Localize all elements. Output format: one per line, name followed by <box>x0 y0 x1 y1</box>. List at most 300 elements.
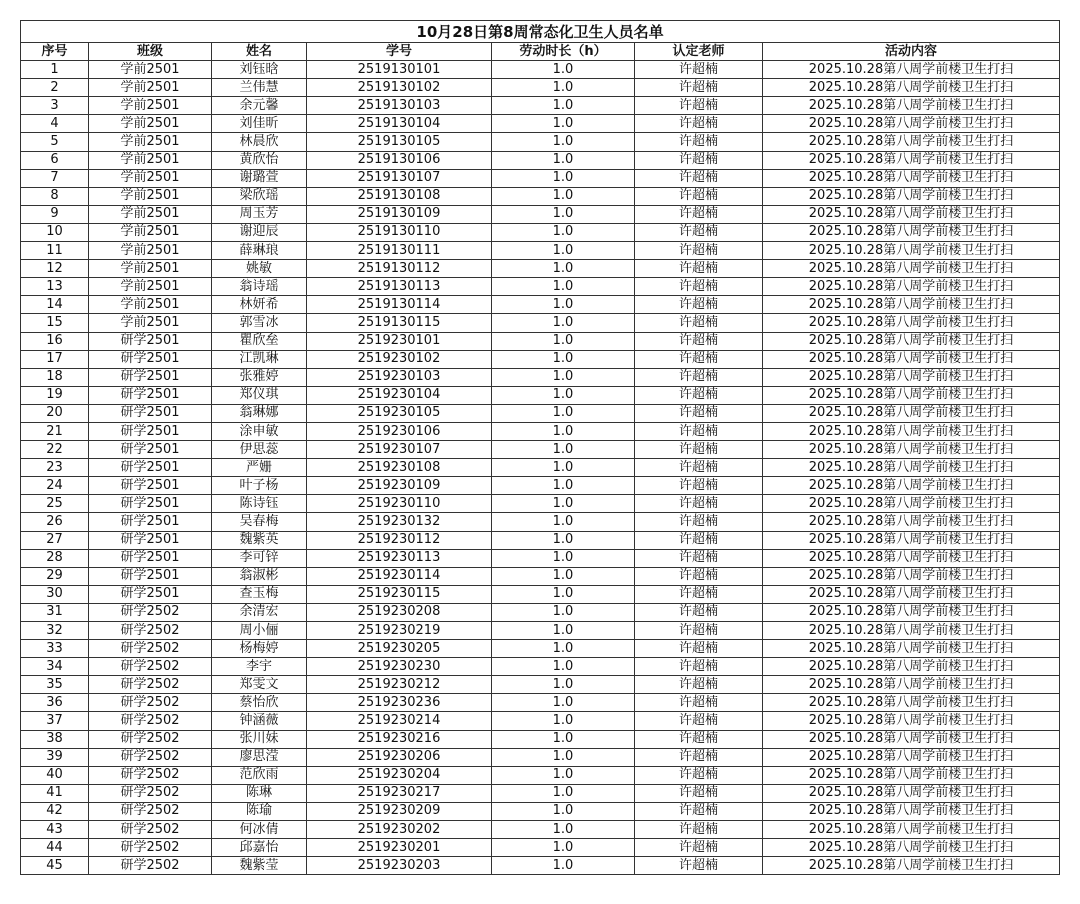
cell-seq: 35 <box>21 676 89 694</box>
cell-name: 张雅婷 <box>212 368 307 386</box>
cell-teacher: 许超楠 <box>635 350 763 368</box>
cell-student-id: 2519130109 <box>307 205 492 223</box>
cell-class: 学前2501 <box>89 260 212 278</box>
table-row <box>21 79 1060 97</box>
cell-student-id: 2519230214 <box>307 712 492 730</box>
cell-name: 薛琳琅 <box>212 242 307 260</box>
cell-hours: 1.0 <box>492 422 635 440</box>
cell-hours: 1.0 <box>492 857 635 875</box>
cell-seq: 21 <box>21 422 89 440</box>
cell-name: 严姗 <box>212 459 307 477</box>
cell-teacher: 许超楠 <box>635 531 763 549</box>
cell-name: 魏紫莹 <box>212 857 307 875</box>
cell-name: 林晨欣 <box>212 133 307 151</box>
header-activity: 活动内容 <box>763 43 1060 61</box>
cell-name: 李可锌 <box>212 549 307 567</box>
cell-student-id: 2519130107 <box>307 169 492 187</box>
cell-name: 李宇 <box>212 658 307 676</box>
cell-class: 研学2502 <box>89 730 212 748</box>
cell-class: 研学2502 <box>89 802 212 820</box>
cell-class: 研学2502 <box>89 603 212 621</box>
cell-activity: 2025.10.28第八周学前楼卫生打扫 <box>763 549 1060 567</box>
cell-name: 姚敏 <box>212 260 307 278</box>
cell-student-id: 2519230102 <box>307 350 492 368</box>
cell-activity: 2025.10.28第八周学前楼卫生打扫 <box>763 79 1060 97</box>
cell-name: 刘钰晗 <box>212 61 307 79</box>
table-row <box>21 97 1060 115</box>
cell-name: 周玉芳 <box>212 205 307 223</box>
cell-seq: 25 <box>21 495 89 513</box>
cell-hours: 1.0 <box>492 79 635 97</box>
cell-student-id: 2519230113 <box>307 549 492 567</box>
cell-hours: 1.0 <box>492 205 635 223</box>
roster-table <box>20 20 1060 875</box>
cell-name: 张川妹 <box>212 730 307 748</box>
cell-teacher: 许超楠 <box>635 205 763 223</box>
cell-activity: 2025.10.28第八周学前楼卫生打扫 <box>763 278 1060 296</box>
cell-seq: 11 <box>21 242 89 260</box>
cell-teacher: 许超楠 <box>635 694 763 712</box>
cell-teacher: 许超楠 <box>635 133 763 151</box>
cell-activity: 2025.10.28第八周学前楼卫生打扫 <box>763 821 1060 839</box>
cell-seq: 24 <box>21 477 89 495</box>
cell-activity: 2025.10.28第八周学前楼卫生打扫 <box>763 441 1060 459</box>
cell-class: 学前2501 <box>89 314 212 332</box>
cell-student-id: 2519230205 <box>307 640 492 658</box>
cell-seq: 45 <box>21 857 89 875</box>
table-row <box>21 766 1060 784</box>
cell-class: 学前2501 <box>89 223 212 241</box>
cell-hours: 1.0 <box>492 242 635 260</box>
table-row <box>21 802 1060 820</box>
cell-seq: 28 <box>21 549 89 567</box>
cell-activity: 2025.10.28第八周学前楼卫生打扫 <box>763 187 1060 205</box>
cell-student-id: 2519230217 <box>307 784 492 802</box>
cell-name: 谢迎辰 <box>212 223 307 241</box>
table-row <box>21 658 1060 676</box>
cell-teacher: 许超楠 <box>635 223 763 241</box>
cell-class: 学前2501 <box>89 278 212 296</box>
header-student-id: 学号 <box>307 43 492 61</box>
table-row <box>21 748 1060 766</box>
cell-class: 研学2502 <box>89 857 212 875</box>
cell-student-id: 2519230216 <box>307 730 492 748</box>
cell-seq: 10 <box>21 223 89 241</box>
cell-student-id: 2519130115 <box>307 314 492 332</box>
header-class: 班级 <box>89 43 212 61</box>
cell-class: 学前2501 <box>89 61 212 79</box>
cell-seq: 19 <box>21 386 89 404</box>
cell-student-id: 2519130105 <box>307 133 492 151</box>
cell-name: 魏紫英 <box>212 531 307 549</box>
cell-teacher: 许超楠 <box>635 260 763 278</box>
cell-student-id: 2519230108 <box>307 459 492 477</box>
cell-hours: 1.0 <box>492 748 635 766</box>
cell-hours: 1.0 <box>492 784 635 802</box>
cell-activity: 2025.10.28第八周学前楼卫生打扫 <box>763 260 1060 278</box>
header-row <box>21 43 1060 61</box>
cell-student-id: 2519230208 <box>307 603 492 621</box>
cell-student-id: 2519230103 <box>307 368 492 386</box>
cell-teacher: 许超楠 <box>635 622 763 640</box>
cell-class: 学前2501 <box>89 205 212 223</box>
table-row <box>21 857 1060 875</box>
table-row <box>21 712 1060 730</box>
table-row <box>21 784 1060 802</box>
cell-student-id: 2519130108 <box>307 187 492 205</box>
cell-teacher: 许超楠 <box>635 802 763 820</box>
cell-student-id: 2519130113 <box>307 278 492 296</box>
cell-seq: 8 <box>21 187 89 205</box>
cell-class: 研学2501 <box>89 477 212 495</box>
cell-activity: 2025.10.28第八周学前楼卫生打扫 <box>763 350 1060 368</box>
table-row <box>21 151 1060 169</box>
table-row <box>21 513 1060 531</box>
cell-class: 研学2501 <box>89 332 212 350</box>
cell-activity: 2025.10.28第八周学前楼卫生打扫 <box>763 115 1060 133</box>
cell-name: 查玉梅 <box>212 585 307 603</box>
cell-name: 叶子杨 <box>212 477 307 495</box>
cell-activity: 2025.10.28第八周学前楼卫生打扫 <box>763 857 1060 875</box>
cell-seq: 6 <box>21 151 89 169</box>
cell-class: 学前2501 <box>89 296 212 314</box>
cell-teacher: 许超楠 <box>635 115 763 133</box>
cell-class: 研学2501 <box>89 513 212 531</box>
cell-student-id: 2519230203 <box>307 857 492 875</box>
cell-seq: 31 <box>21 603 89 621</box>
cell-teacher: 许超楠 <box>635 640 763 658</box>
cell-name: 陈瑜 <box>212 802 307 820</box>
cell-activity: 2025.10.28第八周学前楼卫生打扫 <box>763 585 1060 603</box>
cell-name: 蔡怡欣 <box>212 694 307 712</box>
table-title: 10月28日第8周常态化卫生人员名单 <box>21 21 1060 43</box>
cell-activity: 2025.10.28第八周学前楼卫生打扫 <box>763 314 1060 332</box>
table-row <box>21 386 1060 404</box>
cell-class: 学前2501 <box>89 97 212 115</box>
cell-class: 研学2501 <box>89 386 212 404</box>
cell-student-id: 2519230206 <box>307 748 492 766</box>
cell-name: 翁淑彬 <box>212 567 307 585</box>
cell-teacher: 许超楠 <box>635 477 763 495</box>
table-row <box>21 676 1060 694</box>
cell-hours: 1.0 <box>492 730 635 748</box>
table-row <box>21 169 1060 187</box>
cell-student-id: 2519130101 <box>307 61 492 79</box>
cell-activity: 2025.10.28第八周学前楼卫生打扫 <box>763 658 1060 676</box>
table-row <box>21 115 1060 133</box>
cell-activity: 2025.10.28第八周学前楼卫生打扫 <box>763 567 1060 585</box>
cell-seq: 20 <box>21 404 89 422</box>
cell-teacher: 许超楠 <box>635 748 763 766</box>
cell-student-id: 2519130112 <box>307 260 492 278</box>
table-row <box>21 549 1060 567</box>
cell-hours: 1.0 <box>492 441 635 459</box>
cell-activity: 2025.10.28第八周学前楼卫生打扫 <box>763 477 1060 495</box>
cell-teacher: 许超楠 <box>635 766 763 784</box>
cell-hours: 1.0 <box>492 549 635 567</box>
cell-hours: 1.0 <box>492 296 635 314</box>
cell-teacher: 许超楠 <box>635 386 763 404</box>
cell-name: 郑仪琪 <box>212 386 307 404</box>
cell-class: 研学2502 <box>89 694 212 712</box>
cell-student-id: 2519130106 <box>307 151 492 169</box>
cell-hours: 1.0 <box>492 694 635 712</box>
cell-hours: 1.0 <box>492 603 635 621</box>
table-row <box>21 278 1060 296</box>
cell-class: 研学2502 <box>89 658 212 676</box>
cell-class: 研学2502 <box>89 784 212 802</box>
cell-class: 研学2502 <box>89 839 212 857</box>
cell-hours: 1.0 <box>492 658 635 676</box>
cell-activity: 2025.10.28第八周学前楼卫生打扫 <box>763 422 1060 440</box>
cell-hours: 1.0 <box>492 821 635 839</box>
header-seq: 序号 <box>21 43 89 61</box>
cell-student-id: 2519230201 <box>307 839 492 857</box>
cell-name: 陈琳 <box>212 784 307 802</box>
cell-hours: 1.0 <box>492 151 635 169</box>
cell-class: 研学2502 <box>89 676 212 694</box>
title-row <box>21 21 1060 43</box>
cell-seq: 43 <box>21 821 89 839</box>
cell-hours: 1.0 <box>492 495 635 513</box>
table-row <box>21 368 1060 386</box>
cell-student-id: 2519230107 <box>307 441 492 459</box>
cell-class: 学前2501 <box>89 169 212 187</box>
cell-name: 黄欣怡 <box>212 151 307 169</box>
cell-seq: 36 <box>21 694 89 712</box>
cell-seq: 4 <box>21 115 89 133</box>
cell-activity: 2025.10.28第八周学前楼卫生打扫 <box>763 839 1060 857</box>
cell-student-id: 2519230230 <box>307 658 492 676</box>
cell-hours: 1.0 <box>492 676 635 694</box>
cell-class: 研学2501 <box>89 531 212 549</box>
cell-activity: 2025.10.28第八周学前楼卫生打扫 <box>763 622 1060 640</box>
table-row <box>21 296 1060 314</box>
cell-activity: 2025.10.28第八周学前楼卫生打扫 <box>763 61 1060 79</box>
cell-hours: 1.0 <box>492 404 635 422</box>
cell-hours: 1.0 <box>492 169 635 187</box>
cell-activity: 2025.10.28第八周学前楼卫生打扫 <box>763 603 1060 621</box>
table-row <box>21 622 1060 640</box>
cell-name: 郭雪冰 <box>212 314 307 332</box>
table-row <box>21 640 1060 658</box>
cell-seq: 32 <box>21 622 89 640</box>
cell-name: 余元馨 <box>212 97 307 115</box>
cell-teacher: 许超楠 <box>635 404 763 422</box>
cell-teacher: 许超楠 <box>635 314 763 332</box>
cell-teacher: 许超楠 <box>635 332 763 350</box>
table-row <box>21 730 1060 748</box>
cell-seq: 23 <box>21 459 89 477</box>
cell-student-id: 2519230219 <box>307 622 492 640</box>
cell-name: 梁欣瑶 <box>212 187 307 205</box>
cell-teacher: 许超楠 <box>635 513 763 531</box>
cell-hours: 1.0 <box>492 839 635 857</box>
cell-name: 涂申敏 <box>212 422 307 440</box>
cell-seq: 18 <box>21 368 89 386</box>
cell-activity: 2025.10.28第八周学前楼卫生打扫 <box>763 802 1060 820</box>
cell-hours: 1.0 <box>492 766 635 784</box>
cell-student-id: 2519230106 <box>307 422 492 440</box>
cell-class: 研学2501 <box>89 404 212 422</box>
cell-hours: 1.0 <box>492 223 635 241</box>
table-row <box>21 205 1060 223</box>
cell-hours: 1.0 <box>492 61 635 79</box>
cell-class: 学前2501 <box>89 151 212 169</box>
cell-teacher: 许超楠 <box>635 242 763 260</box>
cell-name: 江凯琳 <box>212 350 307 368</box>
cell-seq: 30 <box>21 585 89 603</box>
cell-hours: 1.0 <box>492 640 635 658</box>
cell-activity: 2025.10.28第八周学前楼卫生打扫 <box>763 223 1060 241</box>
table-row <box>21 694 1060 712</box>
cell-class: 学前2501 <box>89 115 212 133</box>
cell-seq: 17 <box>21 350 89 368</box>
cell-activity: 2025.10.28第八周学前楼卫生打扫 <box>763 296 1060 314</box>
cell-seq: 44 <box>21 839 89 857</box>
roster-sheet <box>20 20 1059 875</box>
cell-name: 邱嘉怡 <box>212 839 307 857</box>
cell-class: 研学2501 <box>89 368 212 386</box>
cell-hours: 1.0 <box>492 567 635 585</box>
cell-teacher: 许超楠 <box>635 567 763 585</box>
cell-seq: 15 <box>21 314 89 332</box>
cell-seq: 40 <box>21 766 89 784</box>
cell-name: 杨梅婷 <box>212 640 307 658</box>
cell-class: 研学2501 <box>89 441 212 459</box>
cell-student-id: 2519130103 <box>307 97 492 115</box>
table-row <box>21 133 1060 151</box>
cell-name: 周小俪 <box>212 622 307 640</box>
cell-activity: 2025.10.28第八周学前楼卫生打扫 <box>763 712 1060 730</box>
table-row <box>21 839 1060 857</box>
table-body <box>21 61 1060 875</box>
cell-student-id: 2519130114 <box>307 296 492 314</box>
cell-teacher: 许超楠 <box>635 422 763 440</box>
cell-teacher: 许超楠 <box>635 839 763 857</box>
cell-name: 吴春梅 <box>212 513 307 531</box>
cell-seq: 27 <box>21 531 89 549</box>
cell-class: 研学2501 <box>89 567 212 585</box>
cell-student-id: 2519130111 <box>307 242 492 260</box>
cell-activity: 2025.10.28第八周学前楼卫生打扫 <box>763 459 1060 477</box>
cell-name: 余清宏 <box>212 603 307 621</box>
cell-activity: 2025.10.28第八周学前楼卫生打扫 <box>763 676 1060 694</box>
cell-class: 研学2501 <box>89 549 212 567</box>
cell-student-id: 2519230110 <box>307 495 492 513</box>
cell-hours: 1.0 <box>492 386 635 404</box>
cell-hours: 1.0 <box>492 332 635 350</box>
table-row <box>21 187 1060 205</box>
cell-teacher: 许超楠 <box>635 61 763 79</box>
cell-hours: 1.0 <box>492 314 635 332</box>
cell-activity: 2025.10.28第八周学前楼卫生打扫 <box>763 368 1060 386</box>
cell-name: 刘佳昕 <box>212 115 307 133</box>
cell-student-id: 2519130110 <box>307 223 492 241</box>
cell-activity: 2025.10.28第八周学前楼卫生打扫 <box>763 640 1060 658</box>
cell-name: 何冰倩 <box>212 821 307 839</box>
cell-hours: 1.0 <box>492 802 635 820</box>
cell-name: 瞿欣垒 <box>212 332 307 350</box>
cell-teacher: 许超楠 <box>635 712 763 730</box>
cell-name: 陈诗钰 <box>212 495 307 513</box>
table-row <box>21 422 1060 440</box>
cell-class: 研学2501 <box>89 459 212 477</box>
cell-activity: 2025.10.28第八周学前楼卫生打扫 <box>763 766 1060 784</box>
header-hours: 劳动时长（h） <box>492 43 635 61</box>
cell-class: 研学2502 <box>89 622 212 640</box>
cell-teacher: 许超楠 <box>635 676 763 694</box>
cell-student-id: 2519230209 <box>307 802 492 820</box>
cell-class: 学前2501 <box>89 187 212 205</box>
cell-hours: 1.0 <box>492 368 635 386</box>
cell-teacher: 许超楠 <box>635 857 763 875</box>
table-row <box>21 495 1060 513</box>
cell-hours: 1.0 <box>492 513 635 531</box>
cell-seq: 39 <box>21 748 89 766</box>
cell-seq: 16 <box>21 332 89 350</box>
cell-seq: 29 <box>21 567 89 585</box>
cell-activity: 2025.10.28第八周学前楼卫生打扫 <box>763 205 1060 223</box>
cell-seq: 5 <box>21 133 89 151</box>
cell-teacher: 许超楠 <box>635 151 763 169</box>
cell-activity: 2025.10.28第八周学前楼卫生打扫 <box>763 531 1060 549</box>
header-teacher: 认定老师 <box>635 43 763 61</box>
cell-hours: 1.0 <box>492 531 635 549</box>
table-row <box>21 242 1060 260</box>
cell-name: 林妍希 <box>212 296 307 314</box>
table-row <box>21 441 1060 459</box>
cell-student-id: 2519230212 <box>307 676 492 694</box>
cell-teacher: 许超楠 <box>635 658 763 676</box>
cell-student-id: 2519130104 <box>307 115 492 133</box>
table-row <box>21 567 1060 585</box>
cell-student-id: 2519230101 <box>307 332 492 350</box>
table-row <box>21 314 1060 332</box>
cell-class: 研学2501 <box>89 422 212 440</box>
cell-activity: 2025.10.28第八周学前楼卫生打扫 <box>763 386 1060 404</box>
cell-student-id: 2519130102 <box>307 79 492 97</box>
cell-activity: 2025.10.28第八周学前楼卫生打扫 <box>763 242 1060 260</box>
cell-class: 研学2501 <box>89 495 212 513</box>
cell-activity: 2025.10.28第八周学前楼卫生打扫 <box>763 495 1060 513</box>
cell-class: 研学2502 <box>89 748 212 766</box>
cell-teacher: 许超楠 <box>635 730 763 748</box>
cell-hours: 1.0 <box>492 133 635 151</box>
cell-student-id: 2519230104 <box>307 386 492 404</box>
cell-name: 伊思蕊 <box>212 441 307 459</box>
cell-student-id: 2519230114 <box>307 567 492 585</box>
header-name: 姓名 <box>212 43 307 61</box>
cell-class: 研学2501 <box>89 350 212 368</box>
cell-hours: 1.0 <box>492 459 635 477</box>
cell-activity: 2025.10.28第八周学前楼卫生打扫 <box>763 694 1060 712</box>
cell-hours: 1.0 <box>492 97 635 115</box>
cell-teacher: 许超楠 <box>635 296 763 314</box>
cell-name: 廖思滢 <box>212 748 307 766</box>
cell-name: 翁琳娜 <box>212 404 307 422</box>
cell-student-id: 2519230236 <box>307 694 492 712</box>
cell-class: 学前2501 <box>89 79 212 97</box>
cell-hours: 1.0 <box>492 187 635 205</box>
cell-seq: 3 <box>21 97 89 115</box>
table-row <box>21 332 1060 350</box>
cell-class: 研学2502 <box>89 766 212 784</box>
cell-seq: 13 <box>21 278 89 296</box>
cell-student-id: 2519230115 <box>307 585 492 603</box>
cell-seq: 1 <box>21 61 89 79</box>
cell-hours: 1.0 <box>492 278 635 296</box>
